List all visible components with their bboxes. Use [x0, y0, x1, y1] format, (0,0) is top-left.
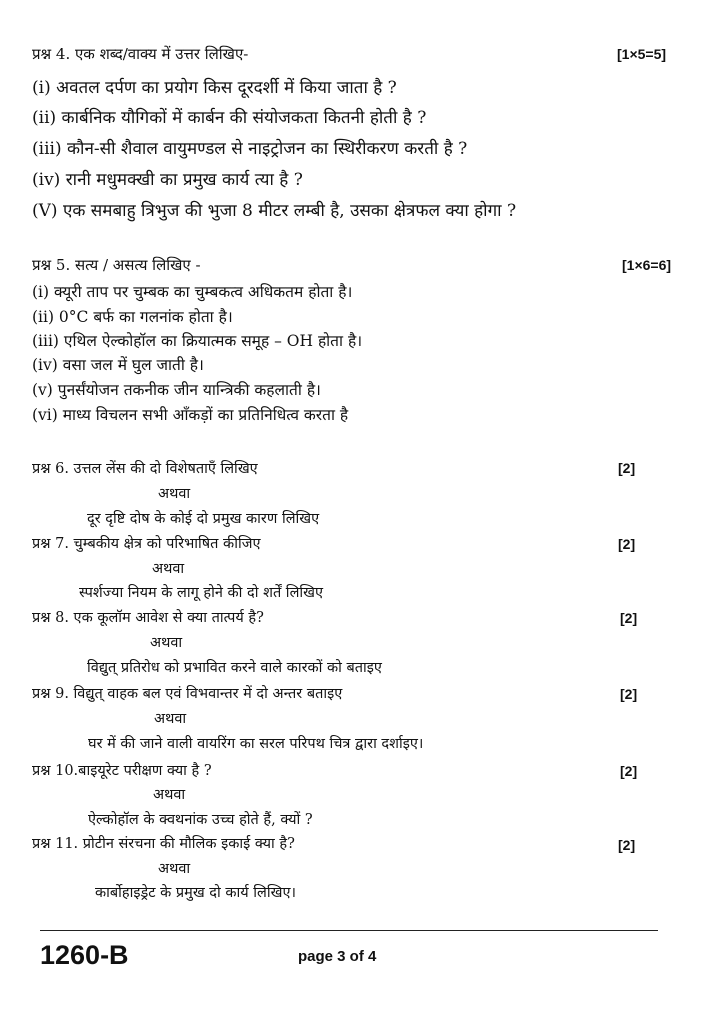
q10-marks: [2]	[620, 763, 638, 779]
q7-marks: [2]	[618, 536, 636, 552]
q9-marks: [2]	[620, 686, 638, 702]
q7-or-label: अथवा	[152, 561, 185, 577]
q9-alternative: घर में की जाने वाली वायरिंग का सरल परिपथ चित्र द्वारा दर्शाइए।	[88, 736, 424, 752]
q4-marks: [1×5=5]	[617, 46, 667, 62]
q9-text: प्रश्न 9. विद्युत् वाहक बल एवं विभवान्तर में दो अन्तर बताइए	[32, 686, 343, 702]
q11-or-label: अथवा	[158, 861, 191, 877]
q11-text: प्रश्न 11. प्रोटीन संरचना की मौलिक इकाई क्या है?	[32, 836, 295, 852]
q4-item-5: (V) एक समबाहु त्रिभुज की भुजा 8 मीटर लम्बी है, उसका क्षेत्रफल क्या होगा ?	[32, 201, 517, 221]
q10-or-label: अथवा	[153, 787, 186, 803]
q4-item-1: (i) अवतल दर्पण का प्रयोग किस दूरदर्शी में किया जाता है ?	[32, 78, 397, 98]
page-number: page 3 of 4	[298, 948, 377, 965]
q8-or-label: अथवा	[150, 635, 183, 651]
q8-marks: [2]	[620, 610, 638, 626]
q5-item-2: (ii) 0°C बर्फ का गलनांक होता है।	[32, 308, 233, 326]
q5-marks: [1×6=6]	[622, 257, 672, 273]
q11-marks: [2]	[618, 837, 636, 853]
q6-alternative: दूर दृष्टि दोष के कोई दो प्रमुख कारण लिखिए	[87, 511, 320, 527]
q8-alternative: विद्युत् प्रतिरोध को प्रभावित करने वाले कारकों को बताइए	[87, 660, 382, 676]
q7-text: प्रश्न 7. चुम्बकीय क्षेत्र को परिभाषित कीजिए	[32, 536, 261, 552]
q10-text: प्रश्न 10.बाइयूरेट परीक्षण क्या है ?	[32, 763, 212, 779]
q5-item-5: (v) पुनर्संयोजन तकनीक जीन यान्त्रिकी कहलाती है।	[32, 381, 321, 399]
q5-item-6: (vi) माध्य विचलन सभी आँकड़ों का प्रतिनिधित्व करता है	[32, 406, 349, 424]
q4-item-2: (ii) कार्बनिक यौगिकों में कार्बन की संयोजकता कितनी होती है ?	[32, 108, 427, 128]
q5-item-4: (iv) वसा जल में घुल जाती है।	[32, 356, 204, 374]
q6-marks: [2]	[618, 460, 636, 476]
q5-heading: प्रश्न 5. सत्य / असत्य लिखिए -	[32, 256, 201, 274]
q10-alternative: ऐल्कोहॉल के क्वथनांक उच्च होते हैं, क्यों ?	[88, 812, 313, 828]
q6-or-label: अथवा	[158, 486, 191, 502]
q5-item-3: (iii) एथिल ऐल्कोहॉल का क्रियात्मक समूह – OH होता है।	[32, 332, 363, 350]
q9-or-label: अथवा	[154, 711, 187, 727]
footer-divider	[40, 930, 658, 931]
paper-code: 1260-B	[40, 940, 129, 970]
q4-heading: प्रश्न 4. एक शब्द/वाक्य में उत्तर लिखिए-	[32, 45, 249, 63]
q7-alternative: स्पर्शज्या नियम के लागू होने की दो शर्तें लिखिए	[79, 585, 324, 601]
q4-item-3: (iii) कौन-सी शैवाल वायुमण्डल से नाइट्रोजन का स्थिरीकरण करती है ?	[32, 139, 468, 159]
q11-alternative: कार्बोहाइड्रेट के प्रमुख दो कार्य लिखिए।	[95, 885, 297, 901]
q4-item-4: (iv) रानी मधुमक्खी का प्रमुख कार्य त्या है ?	[32, 170, 303, 190]
q5-item-1: (i) क्यूरी ताप पर चुम्बक का चुम्बकत्व अधिकतम होता है।	[32, 283, 353, 301]
q6-text: प्रश्न 6. उत्तल लेंस की दो विशेषताएँ लिखिए	[32, 461, 258, 477]
q8-text: प्रश्न 8. एक कूलॉम आवेश से क्या तात्पर्य है?	[32, 610, 264, 626]
